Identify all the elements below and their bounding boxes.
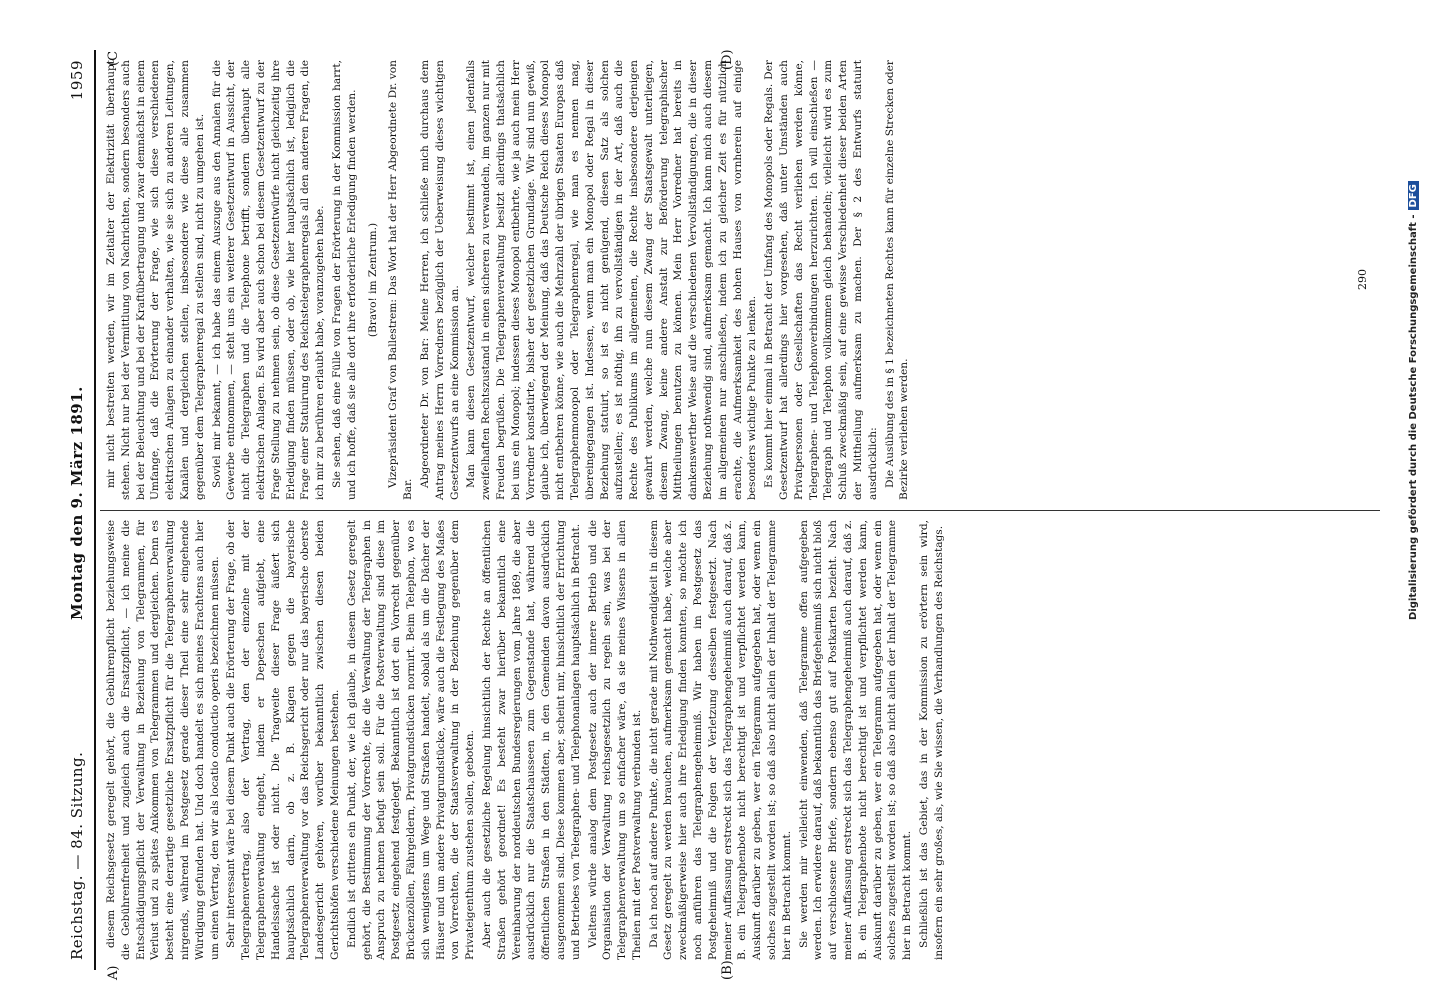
text-column-right: [104, 60, 914, 500]
paragraph: diesem Reichsgesetz geregelt gehört, die Gebührenpflicht beziehungsweise die Gebührenfreiheit und zugleich auch die Ersatzpflicht, — ich meine die Entschädigungspflicht der Verwaltung in Beziehung von Telegrammen, für Verlust und zu spätes Ankommen von Telegrammen und dergleichen. Denn es besteht eine derartige gesetzliche Ersatzpflicht für die Telegraphenverwaltung nirgends, während im Postgesetz gerade dieser Theil eine sehr eingehende Würdigung gefunden hat. Und doch handelt es sich meines Erachtens auch hier um einen Vertrag, den wir als locatio conductio operis bezeichnen müssen.: [105, 520, 221, 960]
page-header: [60, 40, 94, 980]
margin-marker-b: (B): [720, 960, 735, 980]
margin-marker-c: (C: [106, 50, 121, 66]
paragraph: Abgeordneter Dr. von Bar: Meine Herren, ich schließe mich durchaus dem Antrag meines Herrn Vorredners bezüglich der Ueberweisung dieses wichtigen Gesetzentwurfs an eine Kommission an.: [418, 60, 461, 500]
bottom-page-number: 290: [1356, 269, 1369, 290]
paragraph: Schließlich ist das Gebiet, das in der Kommission zu erörtern sein wird, insofern ein sehr großes, als, wie Sie wissen, die Verhandlungen des Reichstags.: [918, 520, 945, 960]
paragraph: Aber auch die gesetzliche Regelung hinsichtlich der Rechte an öffentlichen Straßen gehört geordnet! Es besteht zwar hierüber bekanntlich eine Vereinbarung der norddeutschen Bundesregierungen vom Jahre 1869, die aber ausdrücklich nur die Staatschausseen zum Gegenstande hat, während die öffentlichen Straßen in den Städten, in den Gemeinden davon ausdrücklich ausgenommen sind. Diese kommen aber, scheint mir, hinsichtlich der Errichtung und Betriebes von Telegraphen- und Telephonanlagen hauptsächlich in Betracht.: [480, 520, 582, 960]
paragraph: Soviel mir bekannt, — ich habe das einem Auszuge aus den Annalen für die Gewerbe entnommen, — steht uns ein weiterer Gesetzentwurf in Aussicht, der nicht die Telegraphen und die Telephone betrifft, sondern überhaupt alle elektrischen Anlagen. Es wird aber auch schon bei diesem Gesetzentwurf zu der Frage Stellung zu nehmen sein, ob diese Gesetzentwürfe nicht gleichzeitig ihre Erledigung finden müssen, oder ob, wie hier hauptsächlich ist, lediglich die Frage einer Statuirung des Reichstelegraphenregals all den anderen Fragen, die ich mir zu berühren erlaubt habe, voranzugehen habe.: [210, 60, 327, 500]
paragraph: Die Ausübung des in § 1 bezeichneten Rechtes kann für einzelne Strecken oder Bezirke verliehen werden.: [883, 60, 911, 500]
paragraph: mir nicht bestreiten werden, wir im Zeitalter der Elektrizität überhaupt stehen. Nicht nur bei der Vermittlung von Nachrichten, sondern besonders auch bei der Beleuchtung und bei der Kraftübertragung und zwar demnächst in einem Umfange, daß die Erörterung der Frage, wie sich diese verschiedenen elektrischen Anlagen zu einander verhalten, wie sie sich zu anderen Leitungen, Kanälen und dergleichen stellen, insbesondere wie diese alle zusammen gegenüber dem Telegraphenregal zu stellen sind, nicht zu umgehen ist.: [105, 60, 206, 500]
paragraph: Sie werden mir vielleicht einwenden, daß Telegramme offen aufgegeben werden. Ich erwidere darauf, daß bekanntlich das Briefgeheimniß sich nicht bloß auf verschlossene Briefe, sondern ebenso gut auf Postkarten bezieht. Nach meiner Auffassung erstreckt sich das Telegraphengeheimniß auch darauf, daß z. B. ein Telegraphenbote nicht berechtigt ist und verpflichtet werden kann, Auskunft darüber zu geben, wer ein Telegramm aufgegeben hat, oder wenn ein solches zugestellt worden ist; so daß also nicht allein der Inhalt der Telegramme hier in Betracht kommt.: [797, 520, 914, 960]
paragraph: Da ich noch auf andere Punkte, die nicht gerade mit Nothwendigkeit in diesem Gesetz geregelt zu werden brauchen, aufmerksam gemacht habe, welche aber zweckmäßigerweise hier auch ihre Erledigung finden konnten, so möchte ich noch anführen das Telegraphengeheimniß. Wir haben im Postgesetz das Postgeheimniß und die Folgen der Verletzung desselben festgesetzt. Nach meiner Auffassung erstreckt sich das Telegraphengeheimniß auch darauf, daß z. B. ein Telegraphenbote nicht berechtigt ist und verpflichtet werden kann, Auskunft darüber zu geben, wer ein Telegramm aufgegeben hat, oder wenn ein solches zugestellt worden ist; so daß also nicht allein der Inhalt der Telegramme hier in Betracht kommt.: [647, 520, 793, 960]
header-rule: [94, 50, 96, 970]
paragraph: Man kann diesen Gesetzentwurf, welcher bestimmt ist, einen jedenfalls zweifelhaften Rechtszustand in einen sicheren zu verwandeln, im ganzen nur mit Freuden begrüßen. Die Telegraphenverwaltung besitzt allerdings thatsächlich bei uns ein Monopol; indessen dieses Monopol entbehrte, wie ja auch mein Herr Vorredner konstatirte, bisher der gesetzlichen Grundlage. Wir sind nun gewiß, glaube ich, überwiegend der Meinung, daß das Deutsche Reich dieses Monopol nicht entbehren könne, wie auch die Mehrzahl der übrigen Staaten Europas daß Telegraphenmonopol oder Telegraphenregal, wie man es nennen mag, übereingegangen ist. Indessen, wenn man ein Monopol oder Regal in dieser Beziehung statuirt, so ist es nicht genügend, diesen Satz als solchen aufzustellen; es ist nöthig, ihn zu vervollständigen in der Art, daß auch die Rechte des Publikums im allgemeinen, die Rechte insbesondere derjenigen gewahrt werden, welche nun diesem Zwang der Staatsgewalt unterliegen, diesem Zwang, keine andere Anstalt zur Beförderung telegraphischer Mittheilungen benutzen zu können. Mein Herr Vorredner hat bereits in dankenswerther Weise auf die verschiedenen Vervollständigungen, die in dieser Beziehung nothwendig sind, aufmerksam gemacht. Ich kann mich auch diesem im allgemeinen nur anschließen, indem ich zu gleicher Zeit es für nützlich erachte, die Aufmerksamkeit des hohen Hauses von vornherein auf einige besonders wichtige Punkte zu lenken.: [465, 60, 759, 500]
margin-marker-d: (D): [720, 49, 735, 70]
margin-marker-a: A): [106, 965, 121, 980]
rotated-page-content: [60, 40, 1400, 980]
digitization-credit: [1408, 20, 1430, 620]
header-page-number: 1959: [68, 60, 86, 101]
paragraph: Vieltens würde analog dem Postgesetz auch der innere Betrieb und die Organisation der Verwaltung reichsgesetzlich zu regeln sein, was bei der Telegraphenverwaltung um so einfacher wäre, da sie meines Wissens in allen Theilen mit der Postverwaltung verbunden ist.: [586, 520, 643, 960]
header-date: Montag den 9. März 1891.: [68, 386, 86, 620]
text-column-left: [104, 520, 949, 960]
credit-text: Digitalisierung gefördert durch die Deutsche Forschungsgemeinschaft -: [1408, 214, 1419, 620]
column-separator: [100, 510, 1380, 511]
scanned-page: [60, 40, 1400, 980]
paragraph: Es kommt hier einmal in Betracht der Umfang des Monopols oder Regals. Der Gesetzentwurf hat allerdings hier vorgesehen, daß unter Umständen auch Privatpersonen oder Gesellschaften das Recht verliehen werden könne, Telegraphen- und Telephonverbindungen herzurichten. Ich will einschießen — Telegraph und Telephon vollkommen gleich behandeln; vielleicht wird es zum Schluß zweckmäßig sein, auf eine gewisse Verschiedenheit dieser beiden Arten der Mittheilung aufmerksam zu machen. Der § 2 des Entwurfs statuirt ausdrücklich:: [763, 60, 879, 500]
header-left: Reichstag. — 84. Sitzung.: [68, 751, 86, 960]
paragraph: Vizepräsident Graf von Ballestrem: Das Wort hat der Herr Abgeordnete Dr. von Bar.: [387, 60, 415, 500]
paragraph: Sehr interessant wäre bei diesem Punkt auch die Erörterung der Frage, ob der Telegraphenvertrag, also der Vertrag, den der einzelne mit der Telegraphenverwaltung eingeht, indem er Depeschen aufgiebt, eine Handelssache ist oder nicht. Die Tragweite dieser Frage äußert sich hauptsächlich darin, ob z. B. Klagen gegen die bayerische Telegraphenverwaltung vor das Reichsgericht oder nur das bayerische oberste Landesgericht gehören, worüber bekanntlich zwischen diesen beiden Gerichtshöfen verschiedene Meinungen bestehen.: [225, 520, 341, 960]
paragraph: Endlich ist drittens ein Punkt, der, wie ich glaube, in diesem Gesetz geregelt gehört, die Bestimmung der Vorrechte, die die Verwaltung der Telegraphen in Anspruch zu nehmen befugt sein soll. Für die Postverwaltung sind diese im Postgesetz eingehend festgelegt. Bekanntlich ist dort ein Vorrecht gegenüber Brückenzöllen, Fährgeldern, Privatgrundstücken normirt. Beim Telephon, wo es sich wenigstens um Wege und Straßen handelt, sobald als um die Dächer der Häuser und um andere Privatgrundstücke, wäre auch die Festlegung des Maßes von Vorrechten, die der Staatsverwaltung in der Beziehung gegenüber dem Privateigenthum zustehen sollen, geboten.: [345, 520, 477, 960]
paragraph: (Bravo! im Zentrum.): [366, 222, 379, 338]
dfg-logo: DFG: [1408, 181, 1419, 210]
paragraph: Sie sehen, daß eine Fülle von Fragen der Erörterung in der Kommission harrt, und ich hoffe, daß sie alle dort ihre erforderliche Erledigung finden werden.: [330, 60, 358, 500]
